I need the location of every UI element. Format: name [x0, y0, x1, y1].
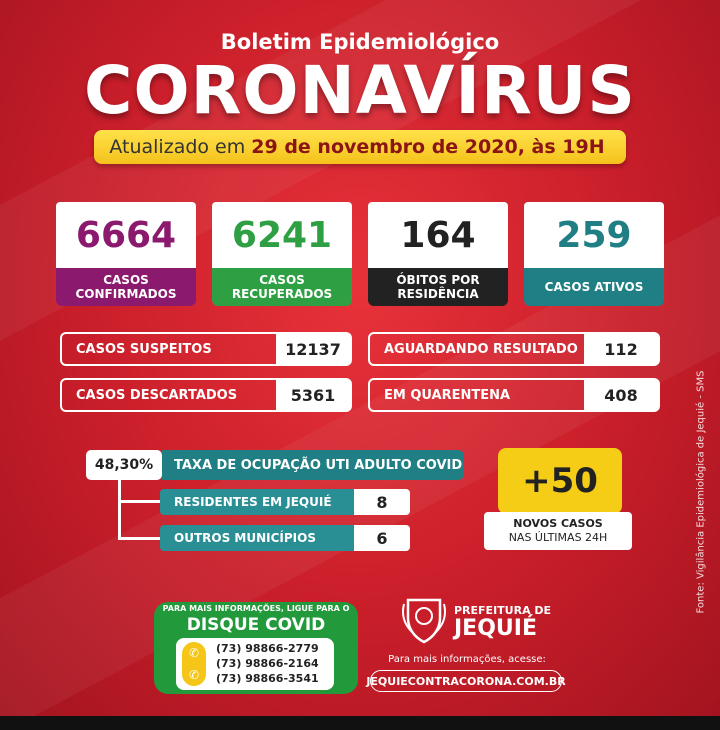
row-awaiting	[368, 332, 660, 366]
tree-connector	[118, 537, 160, 540]
stat-label: CASOS CONFIRMADOS	[56, 268, 196, 306]
prefeitura-line2: JEQUIÉ	[454, 616, 537, 641]
row-discarded	[60, 378, 352, 412]
bottom-bar	[0, 716, 720, 730]
stat-label: ÓBITOS POR RESIDÊNCIA	[368, 268, 508, 306]
stat-value: 164	[368, 202, 508, 268]
row-value: 408	[584, 380, 658, 410]
row-value: 12137	[276, 334, 350, 364]
stat-value: 259	[524, 202, 664, 268]
prefeitura-line1: PREFEITURA DE	[454, 604, 552, 617]
stat-label: CASOS ATIVOS	[524, 268, 664, 306]
new-cases-label-line1: NOVOS CASOS	[513, 517, 603, 530]
uti-percent: 48,30%	[86, 450, 162, 480]
coat-of-arms-logo	[400, 594, 448, 644]
updated-banner	[94, 130, 626, 164]
new-cases-label	[484, 512, 632, 550]
uti-other-cities	[160, 525, 410, 551]
stat-card-active	[524, 202, 664, 306]
updated-prefix: Atualizado em	[109, 136, 246, 158]
uti-sub-label: RESIDENTES EM JEQUIÉ	[160, 489, 354, 515]
uti-label: TAXA DE OCUPAÇÃO UTI ADULTO COVID	[162, 450, 464, 480]
row-label: CASOS SUSPEITOS	[76, 341, 212, 357]
phone-list	[176, 638, 334, 690]
phone-icons	[182, 642, 206, 686]
stat-label: CASOS RECUPERADOS	[212, 268, 352, 306]
stat-value: 6241	[212, 202, 352, 268]
website-intro: Para mais informações, acesse:	[388, 654, 546, 665]
phone-number[interactable]: (73) 98866-2779	[216, 642, 319, 655]
uti-sub-label: OUTROS MUNICÍPIOS	[160, 525, 354, 551]
new-cases-value: +50	[498, 448, 622, 514]
phone-icon: ✆	[188, 646, 200, 660]
source-text: Fonte: Vigilância Epidemiológica de Jequié - SMS	[695, 370, 707, 614]
bulletin-title: CORONAVÍRUS	[84, 52, 636, 129]
stat-value: 6664	[56, 202, 196, 268]
uti-residents	[160, 489, 410, 515]
stat-card-recovered	[212, 202, 352, 306]
phone-number[interactable]: (73) 98866-2164	[216, 657, 319, 670]
updated-date: 29 de novembro de 2020, às 19H	[251, 136, 605, 158]
row-value: 112	[584, 334, 658, 364]
row-value: 5361	[276, 380, 350, 410]
new-cases-label-line2: NAS ÚLTIMAS 24H	[508, 531, 608, 544]
stat-card-confirmed	[56, 202, 196, 306]
phone-numbers	[216, 641, 319, 686]
row-label: EM QUARENTENA	[384, 387, 511, 403]
tree-connector	[118, 500, 160, 503]
phone-number[interactable]: (73) 98866-3541	[216, 672, 319, 685]
row-suspected	[60, 332, 352, 366]
disque-intro: PARA MAIS INFORMAÇÕES, LIGUE PARA O	[162, 604, 350, 613]
row-quarantine	[368, 378, 660, 412]
row-label: CASOS DESCARTADOS	[76, 387, 238, 403]
website-link[interactable]: JEQUIECONTRACORONA.COM.BR	[370, 670, 562, 692]
tree-connector	[118, 480, 121, 538]
bulletin-subtitle: Boletim Epidemiológico	[220, 30, 500, 54]
source-note	[690, 342, 712, 642]
disque-title: DISQUE COVID	[186, 615, 326, 635]
row-label: AGUARDANDO RESULTADO	[384, 341, 578, 357]
stat-card-deaths	[368, 202, 508, 306]
whatsapp-icon: ✆	[188, 668, 200, 682]
prefeitura-logo	[454, 604, 551, 641]
uti-sub-value: 6	[354, 525, 410, 551]
uti-sub-value: 8	[354, 489, 410, 515]
